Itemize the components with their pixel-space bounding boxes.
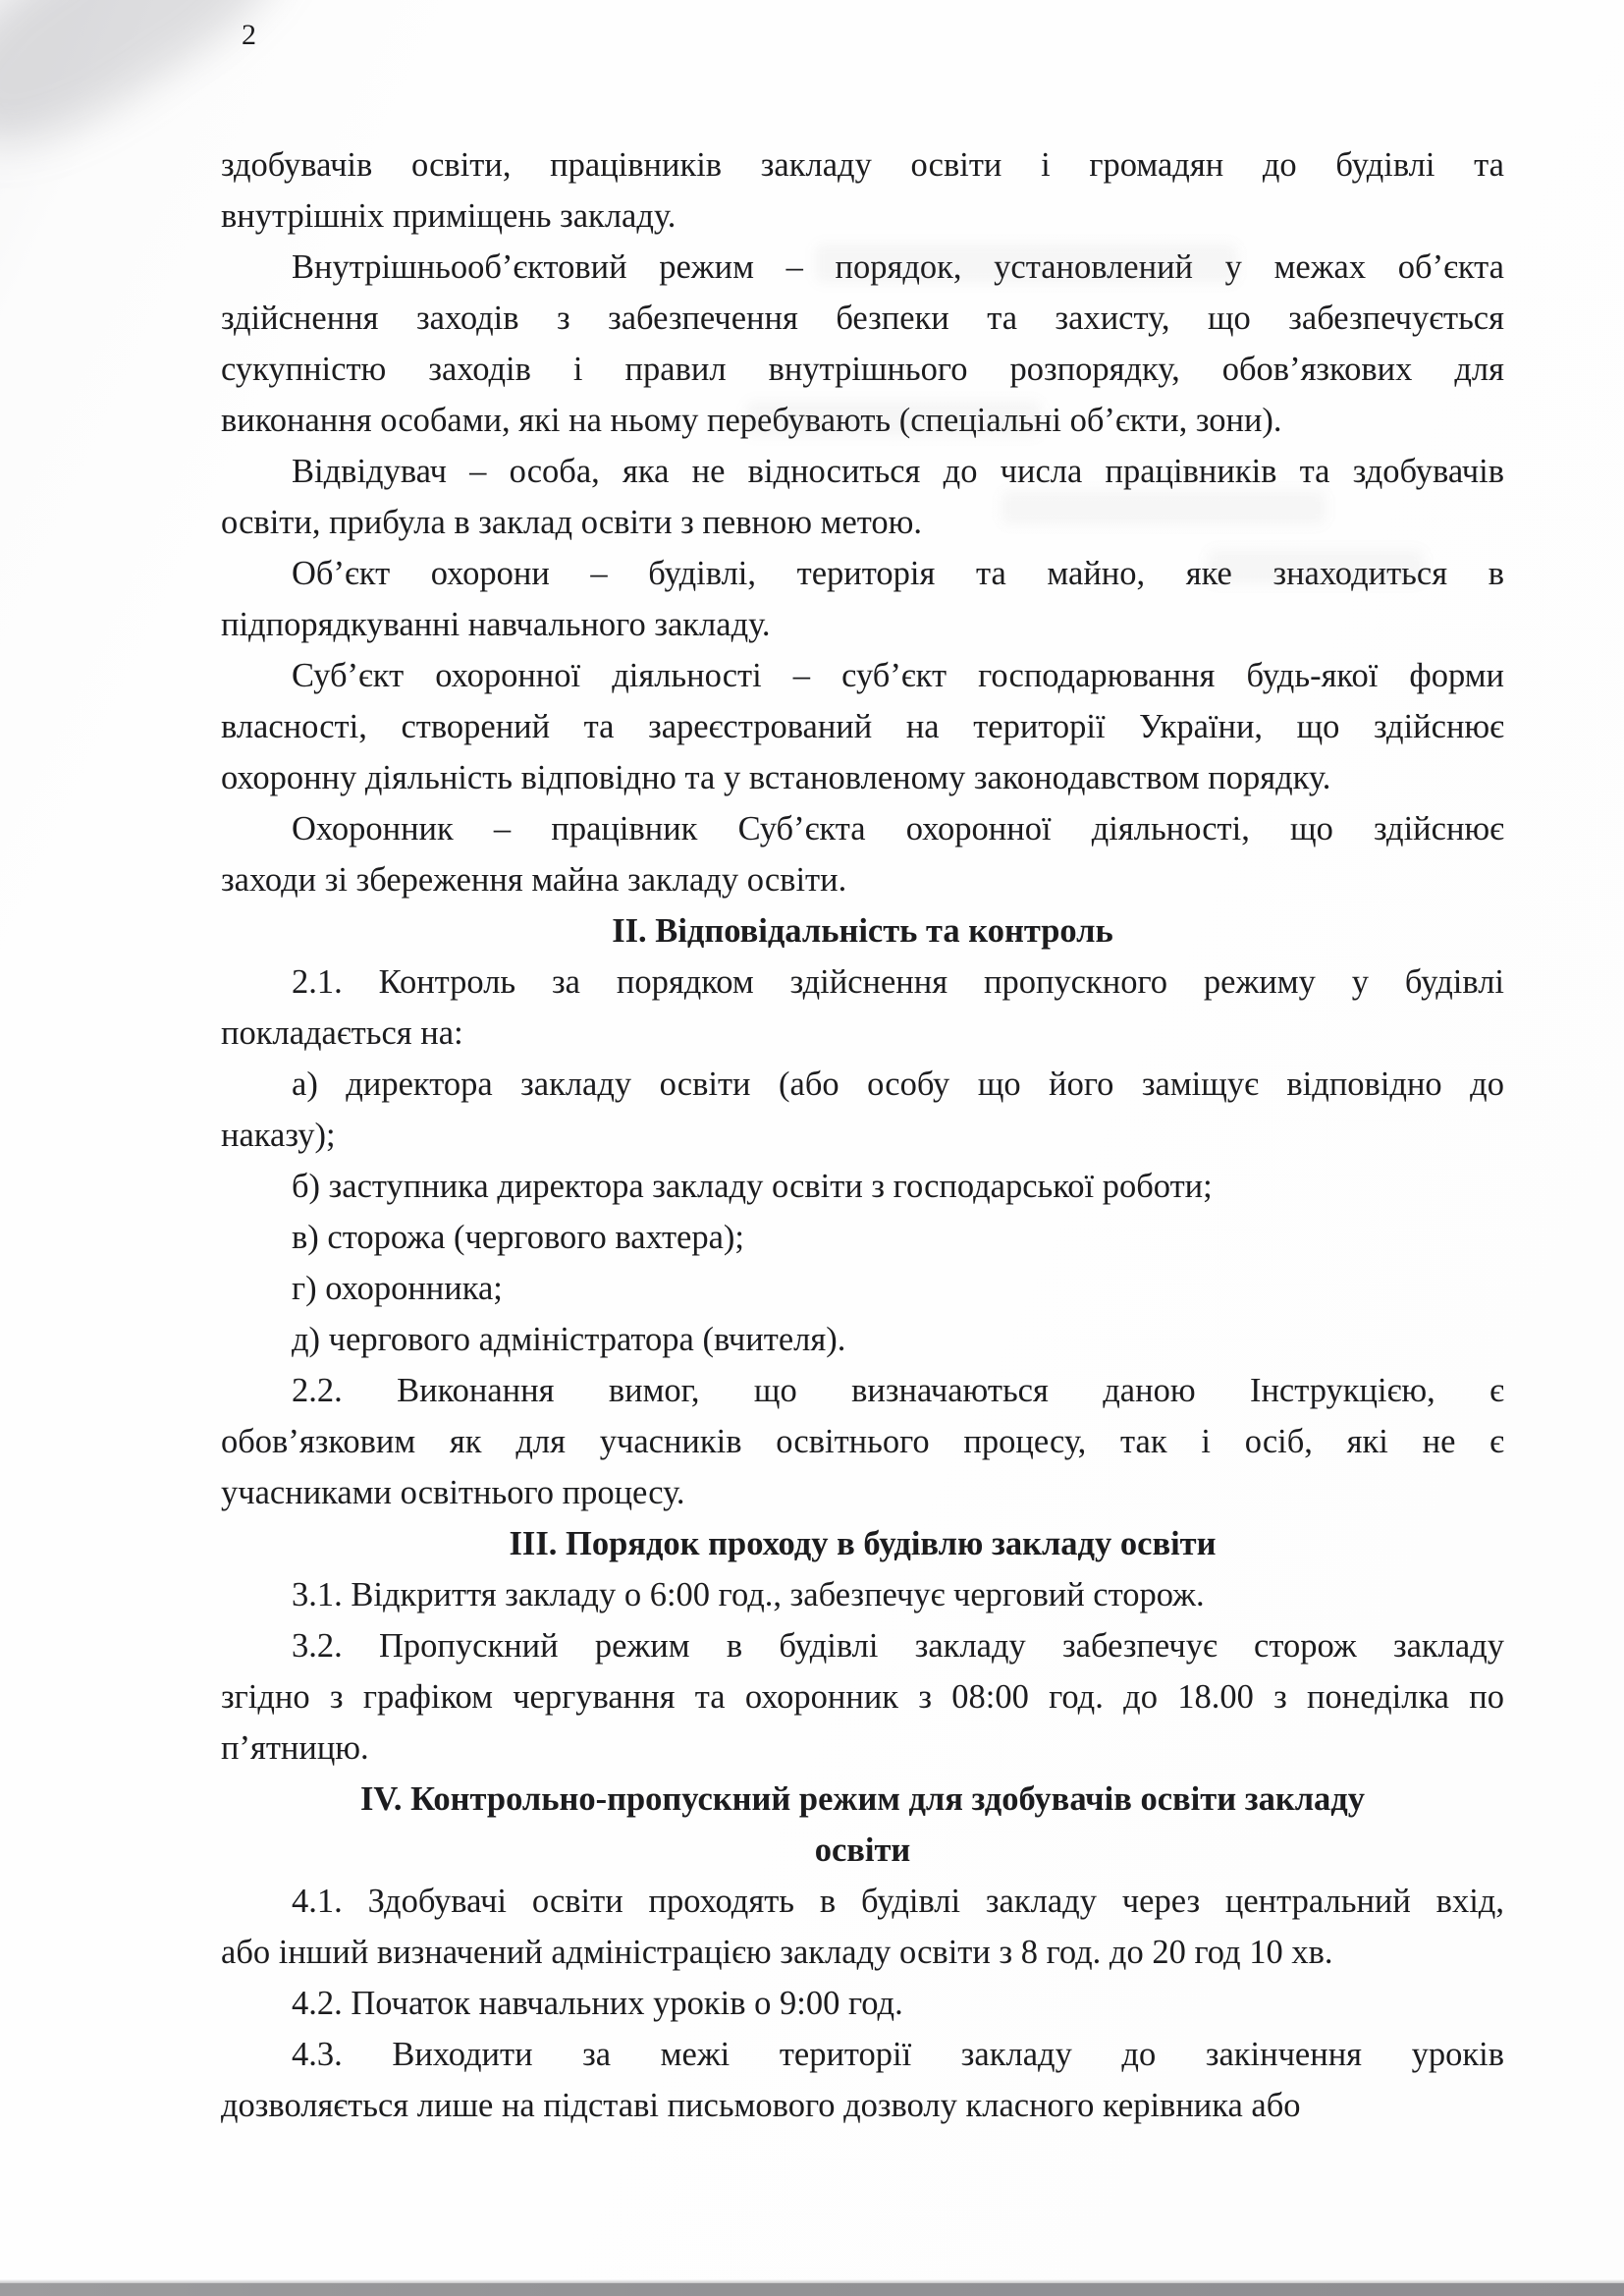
paragraph <box>221 139 1504 242</box>
section-heading <box>221 1774 1504 1876</box>
heading-line: ІV. Контрольно-пропускний режим для здобувачів освіти закладу <box>359 1780 1366 1818</box>
section-heading <box>221 1518 1504 1569</box>
text-line: Охоронник – працівник Суб’єкта охоронної діяльності, що здійснює <box>292 810 1504 847</box>
scanner-edge <box>0 2283 1624 2296</box>
text-line: а) директора закладу освіти (або особу що його заміщує відповідно до <box>292 1066 1504 1103</box>
text-line: виконання особами, які на ньому перебувають (спеціальні об’єкти, зони). <box>221 402 1282 439</box>
text-line: 4.2. Початок навчальних уроків о 9:00 год. <box>292 1985 903 2022</box>
paragraph <box>221 1212 1504 1263</box>
text-line: Відвідувач – особа, яка не відноситься до числа працівників та здобувачів <box>292 453 1504 490</box>
text-line: Внутрішньооб’єктовий режим – порядок, установлений у межах об’єкта <box>292 248 1504 286</box>
document-text <box>221 139 1504 2131</box>
text-line: в) сторожа (чергового вахтера); <box>292 1219 744 1256</box>
paragraph <box>221 2029 1504 2131</box>
text-line: б) заступника директора закладу освіти з господарської роботи; <box>292 1168 1213 1205</box>
text-line: п’ятницю. <box>221 1729 369 1767</box>
scan-smudge <box>1208 550 1424 583</box>
scan-smudge <box>1001 491 1326 524</box>
paragraph <box>221 1876 1504 1978</box>
text-line: 2.1. Контроль за порядком здійснення пропускного режиму у будівлі <box>292 963 1504 1001</box>
text-line: внутрішніх приміщень закладу. <box>221 197 677 235</box>
text-line: сукупністю заходів і правил внутрішнього розпорядку, обов’язкових для <box>221 351 1504 388</box>
text-line: або інший визначений адміністрацією закладу освіти з 8 год. до 20 год 10 хв. <box>221 1934 1333 1971</box>
text-line: 2.2. Виконання вимог, що визначаються даною Інструкцією, є <box>292 1372 1504 1409</box>
text-line: Суб’єкт охоронної діяльності – суб’єкт господарювання будь-якої форми <box>292 657 1504 694</box>
paragraph <box>221 803 1504 905</box>
text-line: обов’язковим як для учасників освітнього процесу, так і осіб, які не є <box>221 1423 1504 1460</box>
paragraph <box>221 1314 1504 1365</box>
paragraph <box>221 1161 1504 1212</box>
section-heading <box>221 905 1504 957</box>
text-line: підпорядкуванні навчального закладу. <box>221 606 771 643</box>
paragraph <box>221 650 1504 803</box>
heading-line: освіти <box>814 1831 911 1869</box>
heading-line: ІІ. Відповідальність та контроль <box>612 912 1113 950</box>
paragraph <box>221 957 1504 1059</box>
text-line: 4.1. Здобувачі освіти проходять в будівлі закладу через центральний вхід, <box>292 1883 1504 1920</box>
text-line: заходи зі збереження майна закладу освіти. <box>221 861 847 899</box>
text-line: здійснення заходів з забезпечення безпеки та захисту, що забезпечується <box>221 300 1504 337</box>
text-line: освіти, прибула в заклад освіти з певною метою. <box>221 504 923 541</box>
text-line: охоронну діяльність відповідно та у встановленому законодавством порядку. <box>221 759 1331 796</box>
text-line: д) чергового адміністратора (вчителя). <box>292 1321 846 1358</box>
paragraph <box>221 1569 1504 1620</box>
text-line: учасниками освітнього процесу. <box>221 1474 685 1511</box>
text-line: наказу); <box>221 1117 336 1154</box>
paragraph <box>221 1620 1504 1774</box>
text-line: власності, створений та зареєстрований на території України, що здійснює <box>221 708 1504 745</box>
text-line: Об’єкт охорони – будівлі, територія та майно, яке знаходиться в <box>292 555 1504 592</box>
text-line: 4.3. Виходити за межі території закладу до закінчення уроків <box>292 2036 1504 2073</box>
text-line: дозволяється лише на підставі письмового дозволу класного керівника або <box>221 2087 1301 2124</box>
text-line: 3.1. Відкриття закладу о 6:00 год., забезпечує черговий сторож. <box>292 1576 1205 1613</box>
paragraph <box>221 1978 1504 2029</box>
text-line: здобувачів освіти, працівників закладу освіти і громадян до будівлі та <box>221 146 1504 184</box>
scan-smudge <box>815 244 1237 283</box>
text-line: згідно з графіком чергування та охоронник з 08:00 год. до 18.00 з понеділка по <box>221 1678 1504 1716</box>
text-line: г) охоронника; <box>292 1270 503 1307</box>
paragraph <box>221 1365 1504 1518</box>
text-line: покладається на: <box>221 1014 463 1052</box>
scan-smudge <box>746 401 1041 436</box>
paragraph <box>221 1059 1504 1161</box>
heading-line: ІІІ. Порядок проходу в будівлю закладу освіти <box>509 1525 1217 1562</box>
text-line: 3.2. Пропускний режим в будівлі закладу забезпечує сторож закладу <box>292 1627 1504 1665</box>
page-number: 2 <box>242 19 256 51</box>
paragraph <box>221 1263 1504 1314</box>
